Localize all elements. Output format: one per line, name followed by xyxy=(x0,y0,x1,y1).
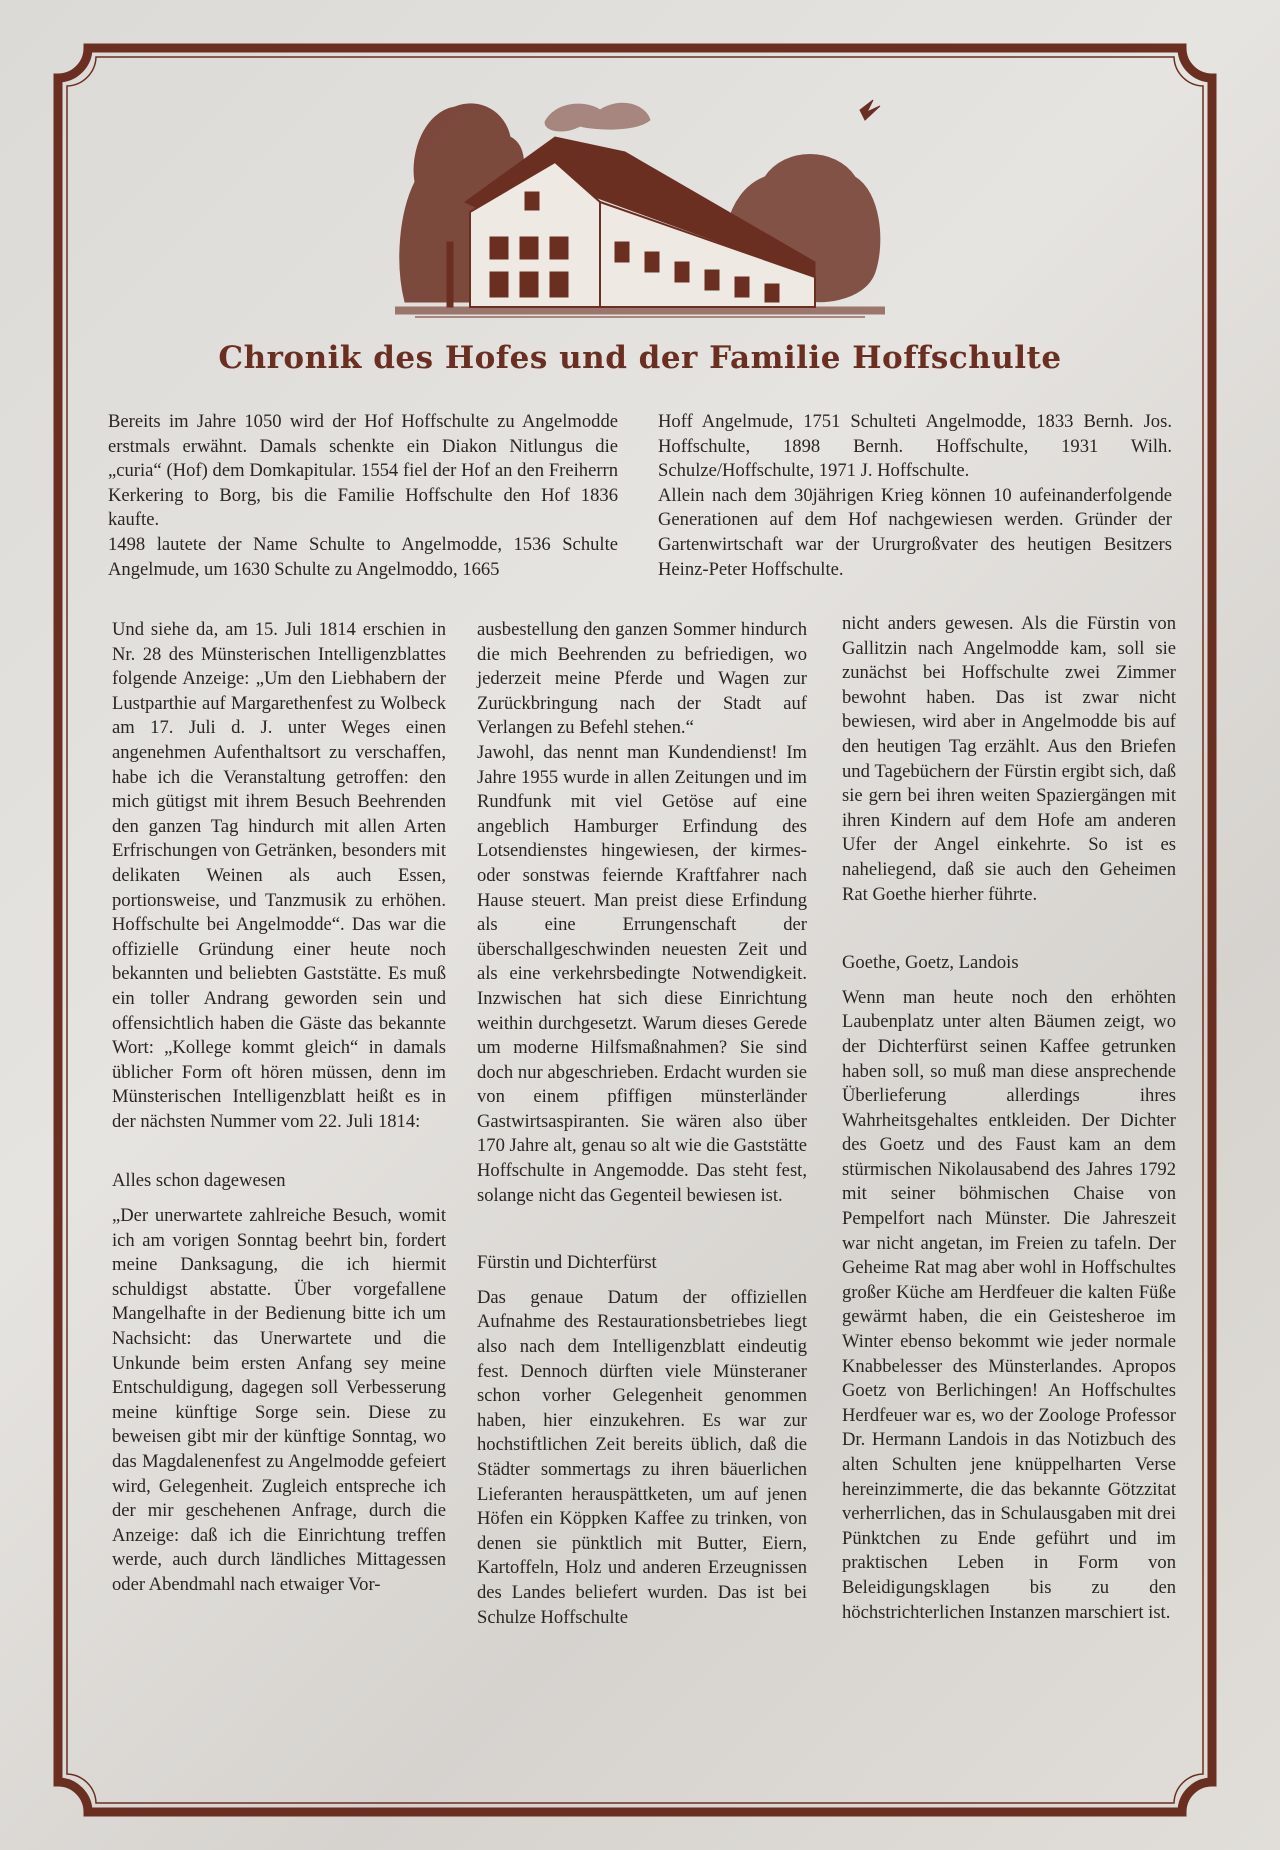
article-column-1 xyxy=(112,618,446,1598)
intro-paragraph: Allein nach dem 30jährigen Krieg können 10 aufeinanderfolgende Generationen auf dem Hof nachgewiesen werden. Gründer der Gartenwirtschaft war der Ururgroßvater des heutigen Besitzers Heinz-Peter Hoffschulte. xyxy=(658,484,1172,580)
paragraph: Wenn man heute noch den erhöhten Laubenplatz unter alten Bäumen zeigt, wo der Dichterfürst seinen Kaffee getrunken haben soll, so muß man diese ansprechende Überlieferung allerdings ihres Wahrheitsgehaltes entkleiden. Der Dichter des Goetz und des Faust kam an dem stürmischen Nikolausabend des Jahres 1792 mit seiner böhmischen Chaise von Pempelfort nach Münster. Die Jahreszeit war nicht angetan, im Freien zu tafeln. Der Geheime Rat mag aber wohl in Hoffschultes großer Küche am Herdfeuer die kalten Füße gewärmt haben, die ein Geistesheroe im Winter ebenso bekommt wie jeder normale Knabbelesser des Münsterlandes. Apropos Goetz von Berlichingen! An Hoffschultes Herdfeuer war es, wo der Zoologe Professor Dr. Hermann Landois in das Notizbuch des alten Schulten jene knüppelharten Verse hereinzimmerte, die das bekannte Götzzitat verherrlichen, das in Schulausgaben mit drei Pünktchen zu Ende geführt und im praktischen Leben in Form von Beleidigungsklagen bis zu den höchstrichterlichen Instanzen marschiert ist. xyxy=(842,986,1176,1623)
section-heading: Alles schon dagewesen xyxy=(112,1170,286,1192)
intro-left-column xyxy=(108,410,618,582)
intro-paragraph: Bereits im Jahre 1050 wird der Hof Hoffschulte zu Angelmodde erstmals erwähnt. Damals schenkte ein Diakon Nitlungus die „curia“ (Hof) dem Domkapitular. 1554 fiel der Hof an den Freiherrn Kerkering to Borg, bis die Familie Hoffschulte den Hof 1836 kaufte. xyxy=(108,411,618,531)
paragraph: „Der unerwartete zahlreiche Besuch, womit ich am vorigen Sonntag beehrt bin, fordert meine Danksagung, die ich hiermit schuldigst abstatte. Über vorgefallene Mangelhafte in der Bedienung bitte ich um Nachsicht: das Unerwartete und die Unkunde beim ersten Anfang sey meine Entschuldigung, dagegen soll Verbesserung meine künftige Sorge sein. Diese zu beweisen gibt mir der künftige Sonntag, wo das Magdalenenfest zu Angelmodde gefeiert wird, Gelegenheit. Zugleich entspreche ich der mir geschehenen Anfrage, durch die Anzeige: daß ich die Einrichtung treffen werde, auch durch ländliches Mittagessen oder Abendmahl nach etwaiger Vor- xyxy=(112,1205,446,1595)
page-title: Chronik des Hofes und der Familie Hoffschulte xyxy=(218,340,1062,376)
section-heading: Goethe, Goetz, Landois xyxy=(842,952,1019,974)
article-column-2 xyxy=(477,618,807,1630)
section-heading: Fürstin und Dichterfürst xyxy=(477,1252,657,1274)
paragraph: nicht anders gewesen. Als die Fürstin von Gallitzin nach Angelmodde kam, soll sie zunächst bei Hoffschulte zwei Zimmer bewohnt haben. Das ist zwar nicht bewiesen, wird aber in Angelmodde bis auf den heutigen Tag erzählt. Aus den Briefen und Tagebüchern der Fürstin ergibt sich, daß sie gern bei ihren weiten Spaziergängen mit ihren Kindern auf dem Hofe am anderen Ufer der Angel einkehrte. So ist es naheliegend, daß sie auch den Geheimen Rat Goethe hierher führte. xyxy=(842,613,1176,905)
farmhouse-illustration-icon xyxy=(395,92,885,322)
paragraph: ausbestellung den ganzen Sommer hindurch die mich Beehrenden zu befriedigen, wo jederzeit meine Pferde und Wagen zur Zurückbringung nach der Stadt auf Verlangen zu Befehl stehen.“ xyxy=(477,619,807,739)
paragraph: Das genaue Datum der offiziellen Aufnahme des Restaurationsbetriebes liegt also nach dem Intelligenzblatt eindeutig fest. Dennoch dürften viele Münsteraner schon vorher Gelegenheit genommen haben, hier einzukehren. Es war zur hochstiftlichen Zeit bereits üblich, daß die Städter sommertags zu ihren bäuerlichen Lieferanten herauspättketen, um auf jenen Höfen ein Köppken Kaffee zu trinken, von denen sie pünktlich mit Butter, Eiern, Kartoffeln, Holz und anderen Erzeugnissen des Landes beliefert wurden. Das ist bei Schulze Hoffschulte xyxy=(477,1286,807,1628)
paragraph: Und siehe da, am 15. Juli 1814 erschien in Nr. 28 des Münsterischen Intelligenzblattes folgende Anzeige: „Um den Liebhabern der Lustparthie auf Margarethenfest zu Wolbeck am 17. Juli d. J. unter Weges einen angenehmen Aufenthaltsort zu verschaffen, habe ich die Veranstaltung getroffen: den mich gütigst mit ihrem Besuch Beehrenden den ganzen Tag hindurch mit allen Arten Erfrischungen von Getränken, besonders mit delikaten Weinen als auch Essen, portionsweise, und Tanzmusik zu erhöhen. Hoffschulte bei Angelmodde“. Das war die offizielle Gründung einer heute noch bekannten und beliebten Gaststätte. Es muß ein toller Andrang geworden sein und offensichtlich haben die Gäste das bekannte Wort: „Kollege kommt gleich“ in damals üblicher Form oft hören müssen, denn im Münsterischen Intelligenzblatt heißt es in der nächsten Nummer vom 22. Juli 1814: xyxy=(112,619,446,1132)
article-column-3 xyxy=(842,612,1176,1625)
paragraph: Jawohl, das nennt man Kundendienst! Im Jahre 1955 wurde in allen Zeitungen und im Rundfunk mit viel Getöse auf eine angeblich Hamburger Erfindung des Lotsendienstes hingewiesen, der kirmes- oder sonstwas feiernde Kraftfahrer nach Hause steuert. Man preist diese Erfindung als eine Errungenschaft der überschallgeschwinden neuesten Zeit und als eine verkehrsbedingte Notwendigkeit. Inzwischen hat sich diese Einrichtung weithin durchgesetzt. Warum dieses Gerede um moderne Hilfsmaßnahmen? Sie sind doch nur abgeschrieben. Erdacht wurden sie von einem pfiffigen münsterländer Gastwirtsaspiranten. Sie wären also über 170 Jahre alt, genau so alt wie die Gaststätte Hoffschulte in Angemodde. Das steht fest, solange nicht das Gegenteil bewiesen ist. xyxy=(477,741,807,1206)
intro-paragraph: Hoff Angelmude, 1751 Schulteti Angelmodde, 1833 Bernh. Jos. Hoffschulte, 1898 Bernh. Hoffschulte, 1931 Wilh. Schulze/Hoffschulte, 1971 J. Hoffschulte. xyxy=(658,411,1172,482)
intro-right-column xyxy=(658,410,1172,582)
intro-paragraph: 1498 lautete der Name Schulte to Angelmodde, 1536 Schulte Angelmude, um 1630 Schulte zu Angelmoddo, 1665 xyxy=(108,533,618,580)
